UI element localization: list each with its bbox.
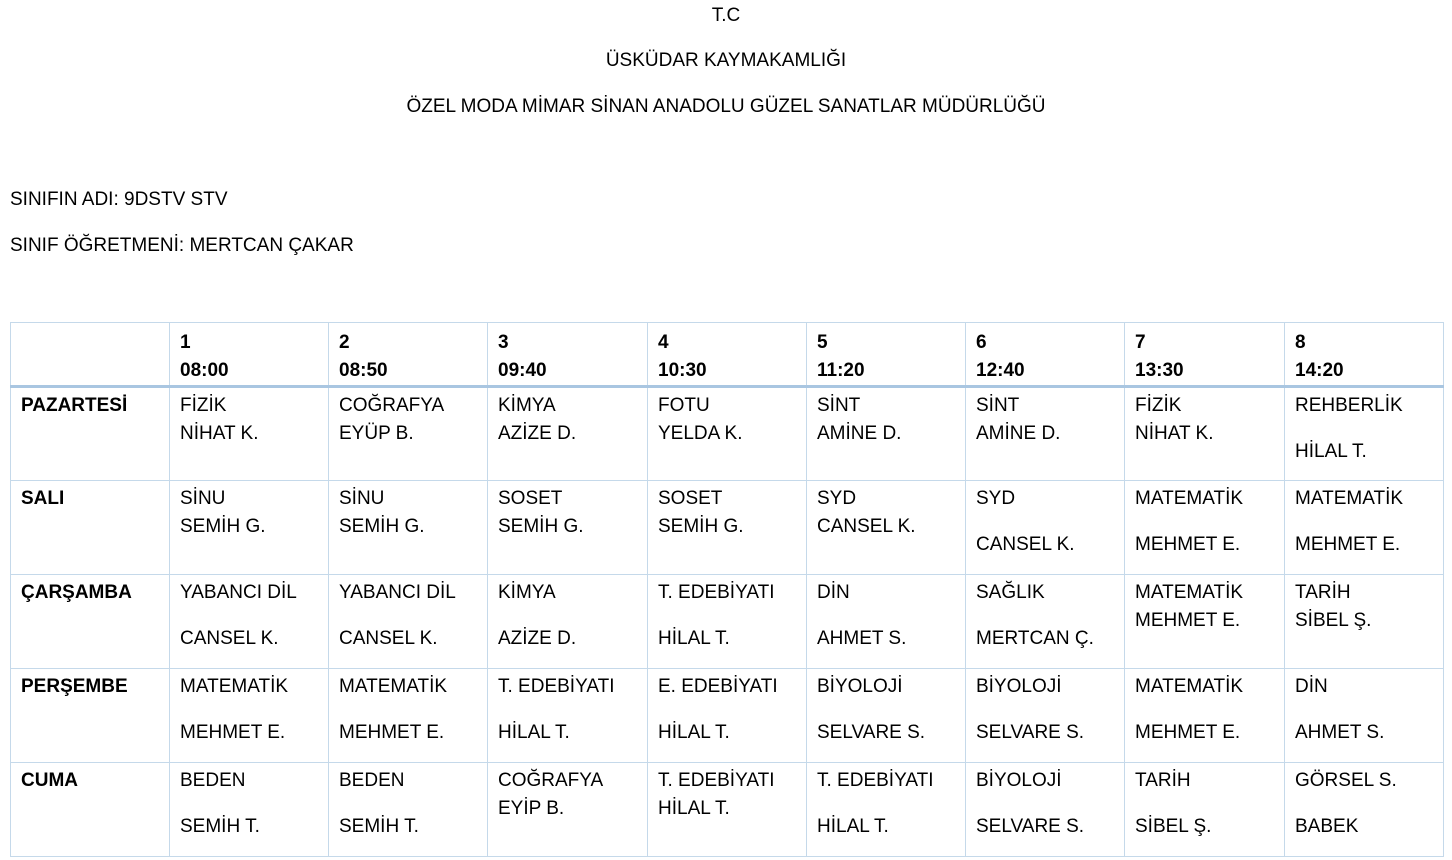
lesson-teacher: AHMET S. [1295, 722, 1385, 743]
lesson-teacher: SEMİH T. [180, 816, 260, 837]
lesson-spacer [1135, 701, 1284, 719]
lesson-subject: BİYOLOJİ [976, 770, 1062, 791]
lesson-subject: T. EDEBİYATI [498, 676, 615, 697]
lesson-teacher: HİLAL T. [658, 722, 730, 743]
lesson-spacer [1295, 513, 1443, 531]
lesson-cell [648, 481, 807, 575]
period-number: 6 [976, 332, 987, 353]
lesson-cell [648, 669, 807, 763]
lesson-spacer [498, 701, 647, 719]
lesson-cell [966, 763, 1125, 857]
lesson-teacher: MEHMET E. [1295, 534, 1401, 555]
lesson-cell [966, 575, 1125, 669]
lesson-spacer [976, 607, 1124, 625]
lesson-spacer [817, 701, 965, 719]
lesson-teacher: HİLAL T. [1295, 441, 1367, 462]
lesson-teacher: AMİNE D. [817, 423, 902, 444]
lesson-cell [170, 575, 329, 669]
period-number: 7 [1135, 332, 1146, 353]
table-row [11, 481, 1444, 575]
lesson-subject: SYD [817, 488, 857, 509]
lesson-subject: T. EDEBİYATI [658, 770, 775, 791]
lesson-teacher: SİBEL Ş. [1295, 610, 1372, 631]
lesson-teacher: HİLAL T. [817, 816, 889, 837]
lesson-cell [966, 669, 1125, 763]
lesson-cell [807, 763, 966, 857]
lesson-subject: SİNT [817, 395, 861, 416]
period-time: 09:40 [498, 360, 547, 381]
lesson-cell [1285, 669, 1444, 763]
lesson-cell [329, 669, 488, 763]
lesson-subject: BİYOLOJİ [976, 676, 1062, 697]
lesson-cell [170, 669, 329, 763]
lesson-cell [648, 387, 807, 481]
period-time: 08:50 [339, 360, 388, 381]
lesson-cell [329, 387, 488, 481]
table-row [11, 575, 1444, 669]
lesson-cell [329, 575, 488, 669]
header-kaymakamlik: ÜSKÜDAR KAYMAKAMLIĞI [605, 50, 847, 71]
day-label: PERŞEMBE [21, 676, 128, 697]
lesson-teacher: EYİP B. [498, 798, 565, 819]
period-time: 11:20 [817, 360, 865, 381]
lesson-teacher: SEMİH G. [658, 516, 744, 537]
lesson-spacer [180, 701, 328, 719]
lesson-subject: MATEMATİK [1135, 582, 1244, 603]
period-header-4 [648, 323, 807, 387]
lesson-spacer [1135, 513, 1284, 531]
lesson-subject: GÖRSEL S. [1295, 770, 1397, 791]
lesson-subject: MATEMATİK [1295, 488, 1404, 509]
period-header-6 [966, 323, 1125, 387]
lesson-cell [807, 575, 966, 669]
lesson-subject: DİN [1295, 676, 1328, 697]
lesson-spacer [1295, 795, 1443, 813]
lesson-cell [170, 481, 329, 575]
lesson-cell [807, 387, 966, 481]
lesson-teacher: MERTCAN Ç. [976, 628, 1094, 649]
lesson-subject: COĞRAFYA [498, 770, 604, 791]
lesson-subject: REHBERLİK [1295, 395, 1403, 416]
lesson-subject: KİMYA [498, 582, 556, 603]
lesson-cell [488, 387, 648, 481]
lesson-teacher: CANSEL K. [180, 628, 279, 649]
period-number: 8 [1295, 332, 1306, 353]
day-name [11, 575, 170, 669]
lesson-teacher: CANSEL K. [339, 628, 438, 649]
lesson-teacher: MEHMET E. [180, 722, 286, 743]
period-time: 08:00 [180, 360, 229, 381]
period-number: 1 [180, 332, 191, 353]
lesson-subject: SİNT [976, 395, 1020, 416]
lesson-spacer [1295, 420, 1443, 438]
timetable-body [11, 387, 1444, 857]
lesson-teacher: AZİZE D. [498, 628, 577, 649]
lesson-cell [170, 387, 329, 481]
lesson-teacher: CANSEL K. [817, 516, 916, 537]
timetable [10, 322, 1444, 857]
lesson-cell [329, 481, 488, 575]
lesson-subject: FİZİK [1135, 395, 1182, 416]
lesson-subject: SİNU [180, 488, 226, 509]
lesson-cell [1285, 575, 1444, 669]
day-name [11, 763, 170, 857]
lesson-spacer [180, 607, 328, 625]
lesson-subject: COĞRAFYA [339, 395, 445, 416]
period-header-5 [807, 323, 966, 387]
lesson-teacher: AMİNE D. [976, 423, 1061, 444]
lesson-teacher: SELVARE S. [976, 816, 1085, 837]
day-label: ÇARŞAMBA [21, 582, 132, 603]
lesson-spacer [817, 795, 965, 813]
lesson-cell [1285, 481, 1444, 575]
lesson-teacher: SEMİH G. [339, 516, 425, 537]
lesson-cell [488, 481, 648, 575]
lesson-subject: T. EDEBİYATI [658, 582, 775, 603]
period-header-1 [170, 323, 329, 387]
lesson-teacher: MEHMET E. [339, 722, 445, 743]
lesson-subject: KİMYA [498, 395, 556, 416]
period-time: 10:30 [658, 360, 707, 381]
lesson-teacher: SELVARE S. [976, 722, 1085, 743]
timetable-corner-cell [11, 323, 170, 387]
lesson-teacher: EYÜP B. [339, 423, 414, 444]
lesson-subject: BEDEN [180, 770, 246, 791]
lesson-cell [648, 763, 807, 857]
day-label: PAZARTESİ [21, 395, 128, 416]
lesson-spacer [817, 607, 965, 625]
lesson-teacher: SEMİH T. [339, 816, 419, 837]
lesson-cell [1285, 387, 1444, 481]
lesson-spacer [976, 795, 1124, 813]
lesson-spacer [498, 607, 647, 625]
table-row [11, 669, 1444, 763]
lesson-spacer [1135, 795, 1284, 813]
lesson-cell [1125, 481, 1285, 575]
day-name [11, 387, 170, 481]
lesson-teacher: HİLAL T. [658, 628, 730, 649]
lesson-cell [488, 669, 648, 763]
lesson-teacher: YELDA K. [658, 423, 743, 444]
period-number: 4 [658, 332, 669, 353]
period-header-3 [488, 323, 648, 387]
lesson-cell [170, 763, 329, 857]
lesson-teacher: MEHMET E. [1135, 610, 1241, 631]
lesson-cell [1125, 669, 1285, 763]
lesson-teacher: AZİZE D. [498, 423, 577, 444]
lesson-cell [329, 763, 488, 857]
lesson-subject: E. EDEBİYATI [658, 676, 778, 697]
lesson-cell [488, 763, 648, 857]
lesson-subject: MATEMATİK [1135, 488, 1244, 509]
lesson-spacer [339, 795, 487, 813]
lesson-subject: SAĞLIK [976, 582, 1045, 603]
lesson-cell [807, 481, 966, 575]
lesson-subject: YABANCI DİL [339, 582, 456, 603]
period-number: 5 [817, 332, 828, 353]
lesson-subject: SOSET [658, 488, 723, 509]
lesson-subject: MATEMATİK [1135, 676, 1244, 697]
lesson-spacer [976, 701, 1124, 719]
lesson-spacer [339, 607, 487, 625]
lesson-teacher: HİLAL T. [658, 798, 730, 819]
lesson-teacher: NİHAT K. [180, 423, 259, 444]
table-row [11, 763, 1444, 857]
lesson-teacher: CANSEL K. [976, 534, 1075, 555]
lesson-subject: FİZİK [180, 395, 227, 416]
lesson-subject: DİN [817, 582, 850, 603]
lesson-teacher: MEHMET E. [1135, 534, 1241, 555]
lesson-teacher: SELVARE S. [817, 722, 926, 743]
lesson-teacher: BABEK [1295, 816, 1359, 837]
lesson-teacher: SİBEL Ş. [1135, 816, 1212, 837]
period-header-8 [1285, 323, 1444, 387]
lesson-subject: TARİH [1135, 770, 1191, 791]
lesson-subject: YABANCI DİL [180, 582, 297, 603]
period-time: 14:20 [1295, 360, 1344, 381]
lesson-cell [488, 575, 648, 669]
lesson-cell [807, 669, 966, 763]
day-name [11, 481, 170, 575]
class-name: SINIFIN ADI: 9DSTV STV [10, 189, 228, 210]
lesson-cell [648, 575, 807, 669]
table-row [11, 387, 1444, 481]
lesson-subject: SYD [976, 488, 1016, 509]
lesson-spacer [976, 513, 1124, 531]
period-header-7 [1125, 323, 1285, 387]
lesson-spacer [658, 607, 806, 625]
lesson-teacher: SEMİH G. [498, 516, 584, 537]
period-number: 3 [498, 332, 509, 353]
lesson-cell [966, 481, 1125, 575]
lesson-cell [1125, 763, 1285, 857]
lesson-cell [1125, 575, 1285, 669]
timetable-header-row [11, 323, 1444, 387]
day-name [11, 669, 170, 763]
lesson-cell [966, 387, 1125, 481]
period-time: 12:40 [976, 360, 1025, 381]
lesson-spacer [339, 701, 487, 719]
lesson-subject: BEDEN [339, 770, 405, 791]
lesson-spacer [658, 701, 806, 719]
lesson-subject: T. EDEBİYATI [817, 770, 934, 791]
lesson-cell [1285, 763, 1444, 857]
period-header-2 [329, 323, 488, 387]
lesson-subject: FOTU [658, 395, 710, 416]
lesson-cell [1125, 387, 1285, 481]
period-time: 13:30 [1135, 360, 1184, 381]
day-label: CUMA [21, 770, 78, 791]
lesson-teacher: AHMET S. [817, 628, 907, 649]
lesson-subject: MATEMATİK [180, 676, 289, 697]
lesson-subject: SOSET [498, 488, 563, 509]
lesson-subject: BİYOLOJİ [817, 676, 903, 697]
lesson-teacher: MEHMET E. [1135, 722, 1241, 743]
lesson-teacher: HİLAL T. [498, 722, 570, 743]
period-number: 2 [339, 332, 350, 353]
lesson-spacer [1295, 701, 1443, 719]
lesson-spacer [180, 795, 328, 813]
lesson-teacher: NİHAT K. [1135, 423, 1214, 444]
header-tc: T.C [711, 5, 741, 26]
lesson-subject: TARİH [1295, 582, 1351, 603]
day-label: SALI [21, 488, 65, 509]
lesson-teacher: SEMİH G. [180, 516, 266, 537]
lesson-subject: SİNU [339, 488, 385, 509]
lesson-subject: MATEMATİK [339, 676, 448, 697]
header-school-name: ÖZEL MODA MİMAR SİNAN ANADOLU GÜZEL SANATLAR MÜDÜRLÜĞÜ [406, 96, 1046, 117]
class-teacher: SINIF ÖĞRETMENİ: MERTCAN ÇAKAR [10, 235, 354, 256]
